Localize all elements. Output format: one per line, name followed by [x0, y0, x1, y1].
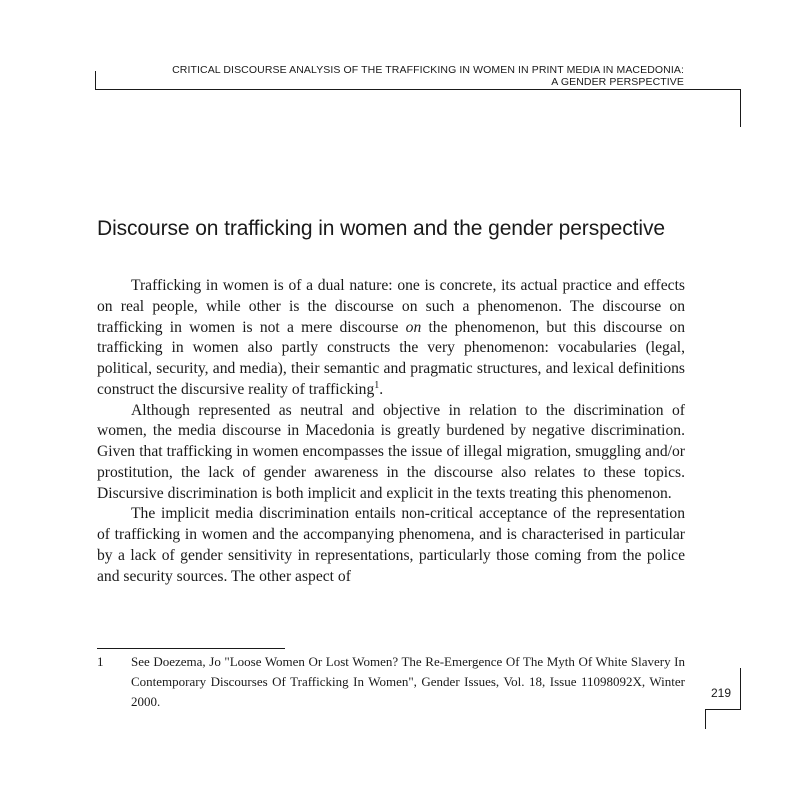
paragraph-2: Although represented as neutral and objective in relation to the discrimination of women, the media discourse in Macedonia is greatly burdened by negative discrimination. Given that trafficking in women encompasses the issue of illegal migration, smuggling and/or prostitution, the lack of gender awareness in the discourse also relates to these topics. Discursive discrimination is both implicit and explicit in the texts treating this phenomenon. — [97, 401, 685, 502]
paragraph-3: The implicit media discrimination entails non-critical acceptance of the representation of trafficking in women and the accompanying phenomena, and is characterised in particular by a lack of gender sensitivity in representations, particularly those coming from the police and security sources. The other aspect of — [97, 505, 685, 585]
footnote-divider — [97, 648, 285, 649]
running-header — [84, 64, 684, 88]
running-header-line-1: CRITICAL DISCOURSE ANALYSIS OF THE TRAFFICKING IN WOMEN IN PRINT MEDIA IN MACEDONIA: — [172, 64, 684, 76]
page-number-rule-bottom-tick — [705, 709, 706, 729]
page-number-rule — [705, 709, 741, 710]
section-heading: Discourse on trafficking in women and the gender perspective — [97, 217, 665, 240]
paragraph-1-text-a: Trafficking in women is of a dual nature: one is concrete, its actual practice and effects on real people, while other is the discourse on such a phenomenon. The discourse on trafficking in women is not a mere discourse — [97, 277, 685, 336]
footnote-number: 1 — [97, 654, 104, 669]
page-number-rule-top-tick — [740, 668, 741, 710]
paragraph-1-text-c: . — [379, 380, 384, 398]
footnote-reference[interactable]: 1 — [374, 379, 380, 391]
footnote — [97, 652, 685, 712]
body-text — [97, 276, 685, 587]
paragraph-1 — [97, 276, 685, 401]
paragraph-1-text-b: the phenomenon, but this discourse on trafficking in women also partly constructs the very phenomenon: vocabularies (legal, political, security, and media), their semantic and pragmatic structures, and lexical definitions construct the discursive reality of trafficking — [97, 318, 685, 398]
running-header-line-2: A GENDER PERSPECTIVE — [551, 76, 684, 88]
page-number: 219 — [710, 686, 732, 700]
footnote-text: See Doezema, Jo "Loose Women Or Lost Women? The Re-Emergence Of The Myth Of White Slavery In Contemporary Discourses Of Trafficking In Women", Gender Issues, Vol. 18, Issue 11098092X, Winter 2000. — [131, 654, 685, 709]
header-rule-right-tick — [740, 89, 741, 127]
paragraph-1-emphasis: on — [405, 318, 422, 336]
header-rule — [95, 89, 741, 90]
